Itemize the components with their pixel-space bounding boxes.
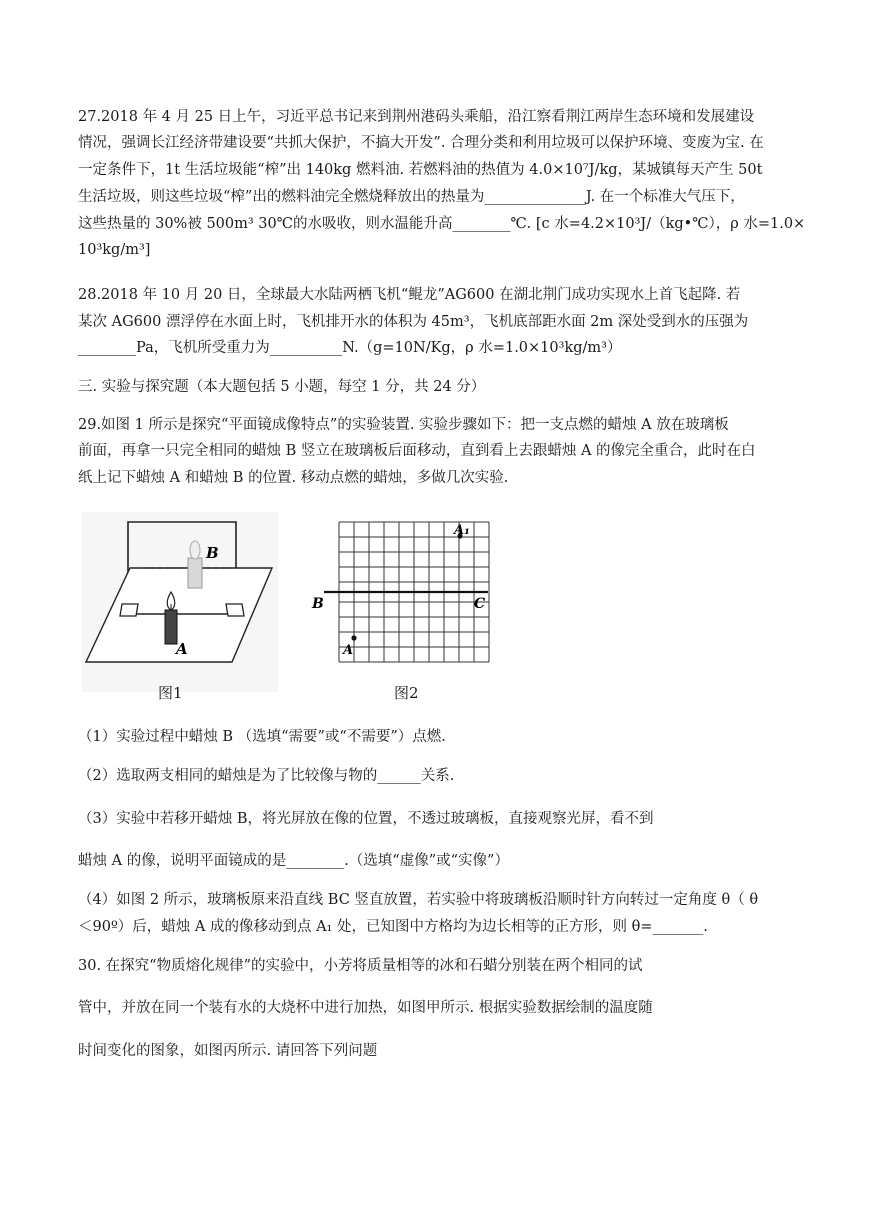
figure-2-label-c: C — [474, 596, 486, 612]
q30-line-1: 30. 在探究“物质熔化规律”的实验中，小芳将质量相等的冰和石蜡分别装在两个相同的试 — [78, 958, 643, 974]
q29-sub-1: （1）实验过程中蜡烛 B （选填“需要”或“不需要”）点燃. — [78, 729, 446, 745]
q27-line-3: 一定条件下，1t 生活垃圾能“榨”出 140kg 燃料油. 若燃料油的热值为 4.0×10⁷J/kg，某城镇每天产生 50t — [78, 162, 763, 178]
figure-2-label-b: B — [312, 596, 324, 612]
left-stand — [120, 604, 138, 616]
q29-sub-2: （2）选取两支相同的蜡烛是为了比较像与物的______关系. — [78, 768, 455, 784]
figure-1-caption: 图1 — [158, 684, 183, 702]
q28-line-1: 28.2018 年 10 月 20 日，全球最大水陆两栖飞机“鲲龙”AG600 在湖北荆门成功实现水上首飞起降. 若 — [78, 287, 741, 303]
q29-intro-line-1: 29.如图 1 所示是探究“平面镜成像特点”的实验装置. 实验步骤如下：把一支点燃的蜡烛 A 放在玻璃板 — [78, 417, 729, 433]
figure-2-grid — [310, 518, 490, 668]
q29-intro-line-2: 前面，再拿一只完全相同的蜡烛 B 竖立在玻璃板后面移动，直到看上去跟蜡烛 A 的像完全重合，此时在白 — [78, 443, 756, 459]
candle-a — [165, 610, 177, 644]
q27-line-2: 情况，强调长江经济带建设要“共抓大保护，不搞大开发”. 合理分类和利用垃圾可以保护环境、变废为宝. 在 — [78, 135, 764, 151]
q29-sub-4a: （4）如图 2 所示，玻璃板原来沿直线 BC 竖直放置，若实验中将玻璃板沿顺时针方向转过一定角度 θ（ θ — [78, 892, 759, 908]
figure-2-label-a: A — [343, 643, 354, 658]
q27-line-4: 生活垃圾，则这些垃圾“榨”出的燃料油完全燃烧释放出的热量为______________J. 在一个标准大气压下， — [78, 189, 745, 205]
candle-b — [188, 558, 202, 588]
figure-1-apparatus — [82, 512, 278, 692]
q30-line-3: 时间变化的图象，如图丙所示. 请回答下列问题 — [78, 1043, 378, 1059]
point-a — [351, 635, 356, 640]
q27-line-1: 27.2018 年 4 月 25 日上午，习近平总书记来到荆州港码头乘船，沿江察看荆江两岸生态环境和发展建设 — [78, 109, 755, 125]
right-stand — [226, 604, 244, 616]
q27-line-6: 10³kg/m³] — [78, 242, 151, 258]
figure-2-caption: 图2 — [394, 684, 419, 702]
candle-b-flame — [190, 541, 200, 559]
figure-1-label-a: A — [176, 640, 188, 658]
q29-sub-3b: 蜡烛 A 的像，说明平面镜成的是________.（选填“虚像”或“实像”） — [78, 853, 509, 869]
section-title: 三. 实验与探究题（本大题包括 5 小题，每空 1 分，共 24 分） — [78, 379, 486, 395]
q28-line-2: 某次 AG600 漂浮停在水面上时，飞机排开水的体积为 45m³，飞机底部距水面 2m 深处受到水的压强为 — [78, 314, 749, 330]
figure-1-label-b: B — [206, 544, 219, 562]
q29-sub-3a: （3）实验中若移开蜡烛 B，将光屏放在像的位置，不透过玻璃板，直接观察光屏，看不到 — [78, 811, 654, 827]
q29-sub-4b: ＜90º）后，蜡烛 A 成的像移动到点 A₁ 处，已知图中方格均为边长相等的正方形，则 θ=_______. — [78, 919, 708, 935]
q30-line-2: 管中，并放在同一个装有水的大烧杯中进行加热，如图甲所示. 根据实验数据绘制的温度随 — [78, 1000, 653, 1016]
q29-intro-line-3: 纸上记下蜡烛 A 和蜡烛 B 的位置. 移动点燃的蜡烛，多做几次实验. — [78, 470, 509, 486]
q28-line-3: ________Pa，飞机所受重力为__________N.（g=10N/Kg，ρ 水=1.0×10³kg/m³） — [78, 340, 622, 356]
figure-2-label-a1: A₁ — [454, 523, 470, 538]
q27-line-5: 这些热量的 30%被 500m³ 30℃的水吸收，则水温能升高________℃. [c 水=4.2×10³J/（kg•℃），ρ 水=1.0× — [78, 216, 806, 232]
